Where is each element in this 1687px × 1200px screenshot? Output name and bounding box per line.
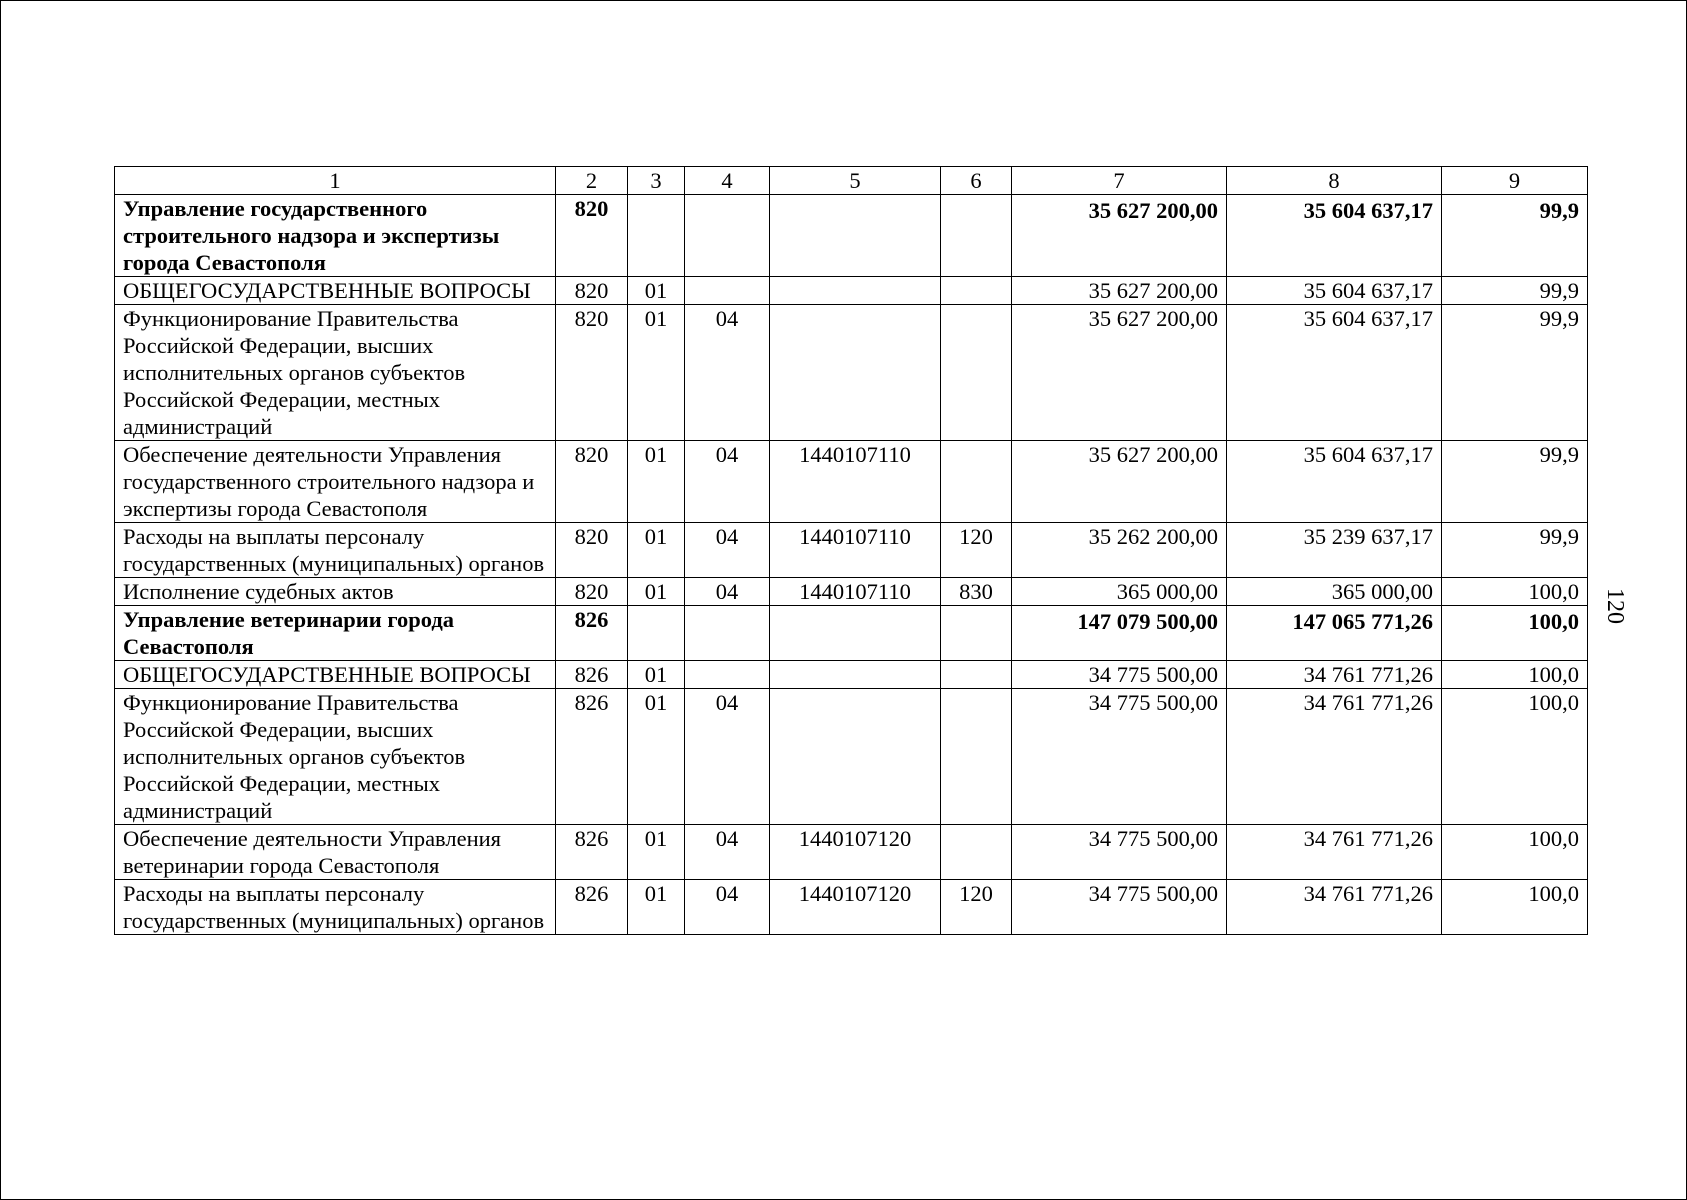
target-article-code: [770, 606, 941, 661]
section-code: 01: [628, 523, 685, 578]
table-row: [115, 880, 1588, 935]
row-name: ОБЩЕГОСУДАРСТВЕННЫЕ ВОПРОСЫ: [115, 661, 556, 689]
planned-amount: 35 627 200,00: [1012, 195, 1227, 277]
column-number: 9: [1442, 167, 1588, 195]
column-number: 3: [628, 167, 685, 195]
expense-type-code: [941, 195, 1012, 277]
planned-amount: 365 000,00: [1012, 578, 1227, 606]
planned-amount: 34 775 500,00: [1012, 825, 1227, 880]
planned-amount: 34 775 500,00: [1012, 661, 1227, 689]
section-code: 01: [628, 661, 685, 689]
subsection-code: 04: [685, 305, 770, 441]
table-row: [115, 523, 1588, 578]
target-article-code: [770, 277, 941, 305]
execution-percent: 100,0: [1442, 689, 1588, 825]
executed-amount: 365 000,00: [1227, 578, 1442, 606]
row-name: Функционирование Правительства Российской Федерации, высших исполнительных органов субъектов Российской Федерации, местных администраций: [115, 305, 556, 441]
execution-percent: 99,9: [1442, 305, 1588, 441]
column-number: 5: [770, 167, 941, 195]
target-article-code: [770, 661, 941, 689]
expense-type-code: [941, 689, 1012, 825]
column-number-row: [115, 167, 1588, 195]
section-code: 01: [628, 305, 685, 441]
column-number: 8: [1227, 167, 1442, 195]
row-name: Управление ветеринарии города Севастополя: [115, 606, 556, 661]
column-number: 7: [1012, 167, 1227, 195]
row-name: Обеспечение деятельности Управления ветеринарии города Севастополя: [115, 825, 556, 880]
row-name: ОБЩЕГОСУДАРСТВЕННЫЕ ВОПРОСЫ: [115, 277, 556, 305]
table-body: [115, 167, 1588, 935]
table-row: [115, 305, 1588, 441]
section-code: 01: [628, 441, 685, 523]
executed-amount: 35 604 637,17: [1227, 305, 1442, 441]
subsection-code: [685, 661, 770, 689]
column-number: 6: [941, 167, 1012, 195]
dept-code: 820: [556, 305, 628, 441]
section-code: [628, 606, 685, 661]
row-name: Управление государственного строительного надзора и экспертизы города Севастополя: [115, 195, 556, 277]
section-code: 01: [628, 277, 685, 305]
expense-type-code: [941, 305, 1012, 441]
section-code: 01: [628, 880, 685, 935]
table-row: [115, 441, 1588, 523]
expense-type-code: [941, 606, 1012, 661]
column-number: 4: [685, 167, 770, 195]
subsection-code: 04: [685, 523, 770, 578]
executed-amount: 34 761 771,26: [1227, 661, 1442, 689]
row-name: Функционирование Правительства Российской Федерации, высших исполнительных органов субъектов Российской Федерации, местных администраций: [115, 689, 556, 825]
dept-code: 826: [556, 689, 628, 825]
expense-type-code: 120: [941, 880, 1012, 935]
subsection-code: [685, 195, 770, 277]
column-number: 1: [115, 167, 556, 195]
executed-amount: 34 761 771,26: [1227, 880, 1442, 935]
table-row: [115, 689, 1588, 825]
expense-type-code: [941, 277, 1012, 305]
table-row: [115, 661, 1588, 689]
dept-code: 820: [556, 523, 628, 578]
planned-amount: 35 627 200,00: [1012, 277, 1227, 305]
expense-type-code: 830: [941, 578, 1012, 606]
executed-amount: 35 239 637,17: [1227, 523, 1442, 578]
expense-type-code: 120: [941, 523, 1012, 578]
subsection-code: [685, 606, 770, 661]
subsection-code: [685, 277, 770, 305]
table-row: [115, 578, 1588, 606]
executed-amount: 147 065 771,26: [1227, 606, 1442, 661]
dept-code: 826: [556, 825, 628, 880]
table-row: [115, 606, 1588, 661]
expense-type-code: [941, 661, 1012, 689]
table-row: [115, 825, 1588, 880]
subsection-code: 04: [685, 441, 770, 523]
section-code: [628, 195, 685, 277]
dept-code: 820: [556, 441, 628, 523]
target-article-code: [770, 689, 941, 825]
executed-amount: 34 761 771,26: [1227, 689, 1442, 825]
target-article-code: 1440107110: [770, 523, 941, 578]
planned-amount: 147 079 500,00: [1012, 606, 1227, 661]
execution-percent: 100,0: [1442, 880, 1588, 935]
row-name: Исполнение судебных актов: [115, 578, 556, 606]
target-article-code: 1440107110: [770, 441, 941, 523]
section-code: 01: [628, 578, 685, 606]
target-article-code: 1440107120: [770, 880, 941, 935]
column-number: 2: [556, 167, 628, 195]
subsection-code: 04: [685, 880, 770, 935]
executed-amount: 35 604 637,17: [1227, 441, 1442, 523]
target-article-code: 1440107110: [770, 578, 941, 606]
dept-code: 820: [556, 195, 628, 277]
target-article-code: [770, 195, 941, 277]
planned-amount: 34 775 500,00: [1012, 689, 1227, 825]
planned-amount: 35 627 200,00: [1012, 441, 1227, 523]
subsection-code: 04: [685, 578, 770, 606]
page-number: 120: [1602, 588, 1628, 624]
execution-percent: 99,9: [1442, 195, 1588, 277]
dept-code: 826: [556, 880, 628, 935]
row-name: Расходы на выплаты персоналу государственных (муниципальных) органов: [115, 880, 556, 935]
execution-percent: 100,0: [1442, 578, 1588, 606]
execution-percent: 100,0: [1442, 606, 1588, 661]
target-article-code: [770, 305, 941, 441]
subsection-code: 04: [685, 689, 770, 825]
execution-percent: 100,0: [1442, 661, 1588, 689]
row-name: Обеспечение деятельности Управления государственного строительного надзора и экспертизы города Севастополя: [115, 441, 556, 523]
target-article-code: 1440107120: [770, 825, 941, 880]
planned-amount: 35 627 200,00: [1012, 305, 1227, 441]
dept-code: 826: [556, 606, 628, 661]
executed-amount: 35 604 637,17: [1227, 277, 1442, 305]
execution-percent: 99,9: [1442, 277, 1588, 305]
execution-percent: 99,9: [1442, 441, 1588, 523]
expense-type-code: [941, 441, 1012, 523]
table-row: [115, 277, 1588, 305]
execution-percent: 100,0: [1442, 825, 1588, 880]
subsection-code: 04: [685, 825, 770, 880]
expense-type-code: [941, 825, 1012, 880]
row-name: Расходы на выплаты персоналу государственных (муниципальных) органов: [115, 523, 556, 578]
planned-amount: 35 262 200,00: [1012, 523, 1227, 578]
dept-code: 820: [556, 578, 628, 606]
dept-code: 820: [556, 277, 628, 305]
dept-code: 826: [556, 661, 628, 689]
execution-percent: 99,9: [1442, 523, 1588, 578]
section-code: 01: [628, 825, 685, 880]
table-row: [115, 195, 1588, 277]
executed-amount: 35 604 637,17: [1227, 195, 1442, 277]
budget-execution-table: [114, 166, 1588, 935]
planned-amount: 34 775 500,00: [1012, 880, 1227, 935]
section-code: 01: [628, 689, 685, 825]
executed-amount: 34 761 771,26: [1227, 825, 1442, 880]
